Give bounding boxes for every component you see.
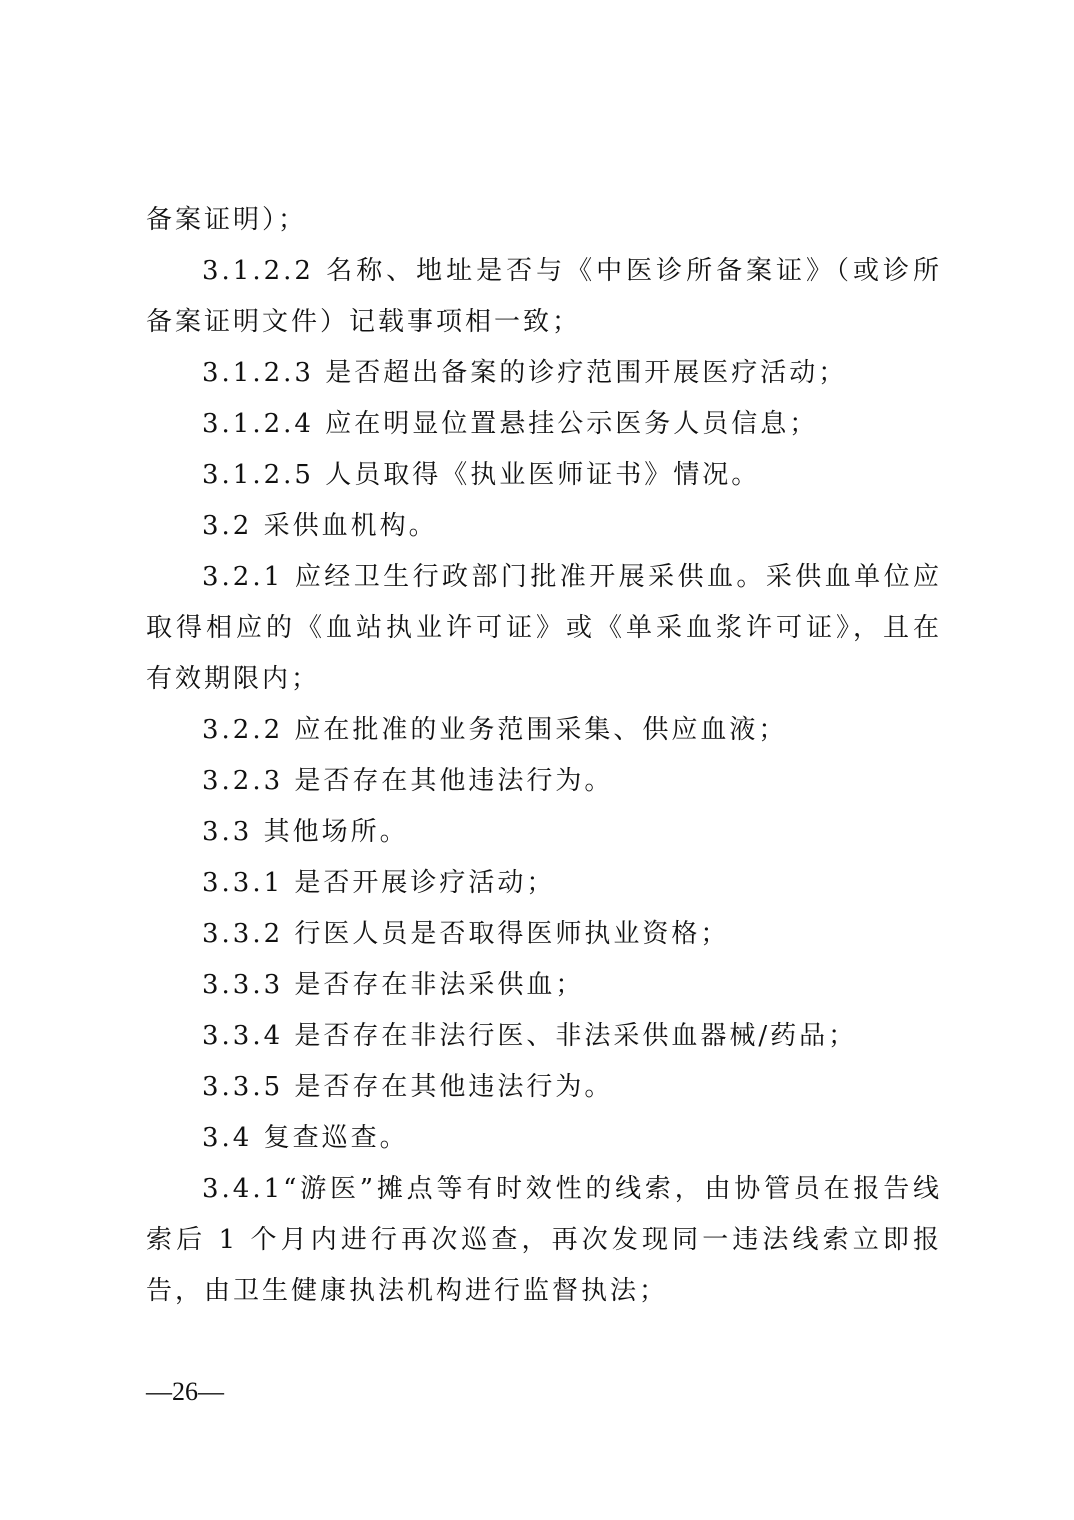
paragraph-3-4-1: 3.4.1“游医”摊点等有时效性的线索，由协管员在报告线索后 1 个月内进行再次巡查，再次发现同一违法线索立即报告，由卫生健康执法机构进行监督执法； <box>146 1174 942 1306</box>
paragraph-3-3-4: 3.3.4 是否存在非法行医、非法采供血器械/药品； <box>202 1021 858 1051</box>
paragraph-3-1-2-3: 3.1.2.3 是否超出备案的诊疗范围开展医疗活动； <box>202 358 848 388</box>
paragraph-3-3-5: 3.3.5 是否存在其他违法行为。 <box>202 1072 614 1102</box>
paragraph-3-3-1: 3.3.1 是否开展诊疗活动； <box>202 868 556 898</box>
section-heading-3-3: 3.3 其他场所。 <box>202 817 409 847</box>
paragraph-continuation: 备案证明）； <box>146 205 308 235</box>
paragraph-3-1-2-4: 3.1.2.4 应在明显位置悬挂公示医务人员信息； <box>202 409 819 439</box>
document-body <box>146 195 942 1317</box>
paragraph-3-2-1: 3.2.1 应经卫生行政部门批准开展采供血。采供血单位应取得相应的《血站执业许可证》或《单采血浆许可证》，且在有效期限内； <box>146 562 942 694</box>
section-heading-3-2: 3.2 采供血机构。 <box>202 511 438 541</box>
paragraph-3-1-2-5: 3.1.2.5 人员取得《执业医师证书》情况。 <box>202 460 761 490</box>
paragraph-3-2-3: 3.2.3 是否存在其他违法行为。 <box>202 766 614 796</box>
page-number: —26— <box>146 1377 224 1406</box>
paragraph-3-1-2-2: 3.1.2.2 名称、地址是否与《中医诊所备案证》（或诊所备案证明文件）记载事项相一致； <box>146 256 942 337</box>
paragraph-3-3-2: 3.3.2 行医人员是否取得医师执业资格； <box>202 919 730 949</box>
section-heading-3-4: 3.4 复查巡查。 <box>202 1123 409 1153</box>
paragraph-3-3-3: 3.3.3 是否存在非法采供血； <box>202 970 585 1000</box>
paragraph-3-2-2: 3.2.2 应在批准的业务范围采集、供应血液； <box>202 715 788 745</box>
